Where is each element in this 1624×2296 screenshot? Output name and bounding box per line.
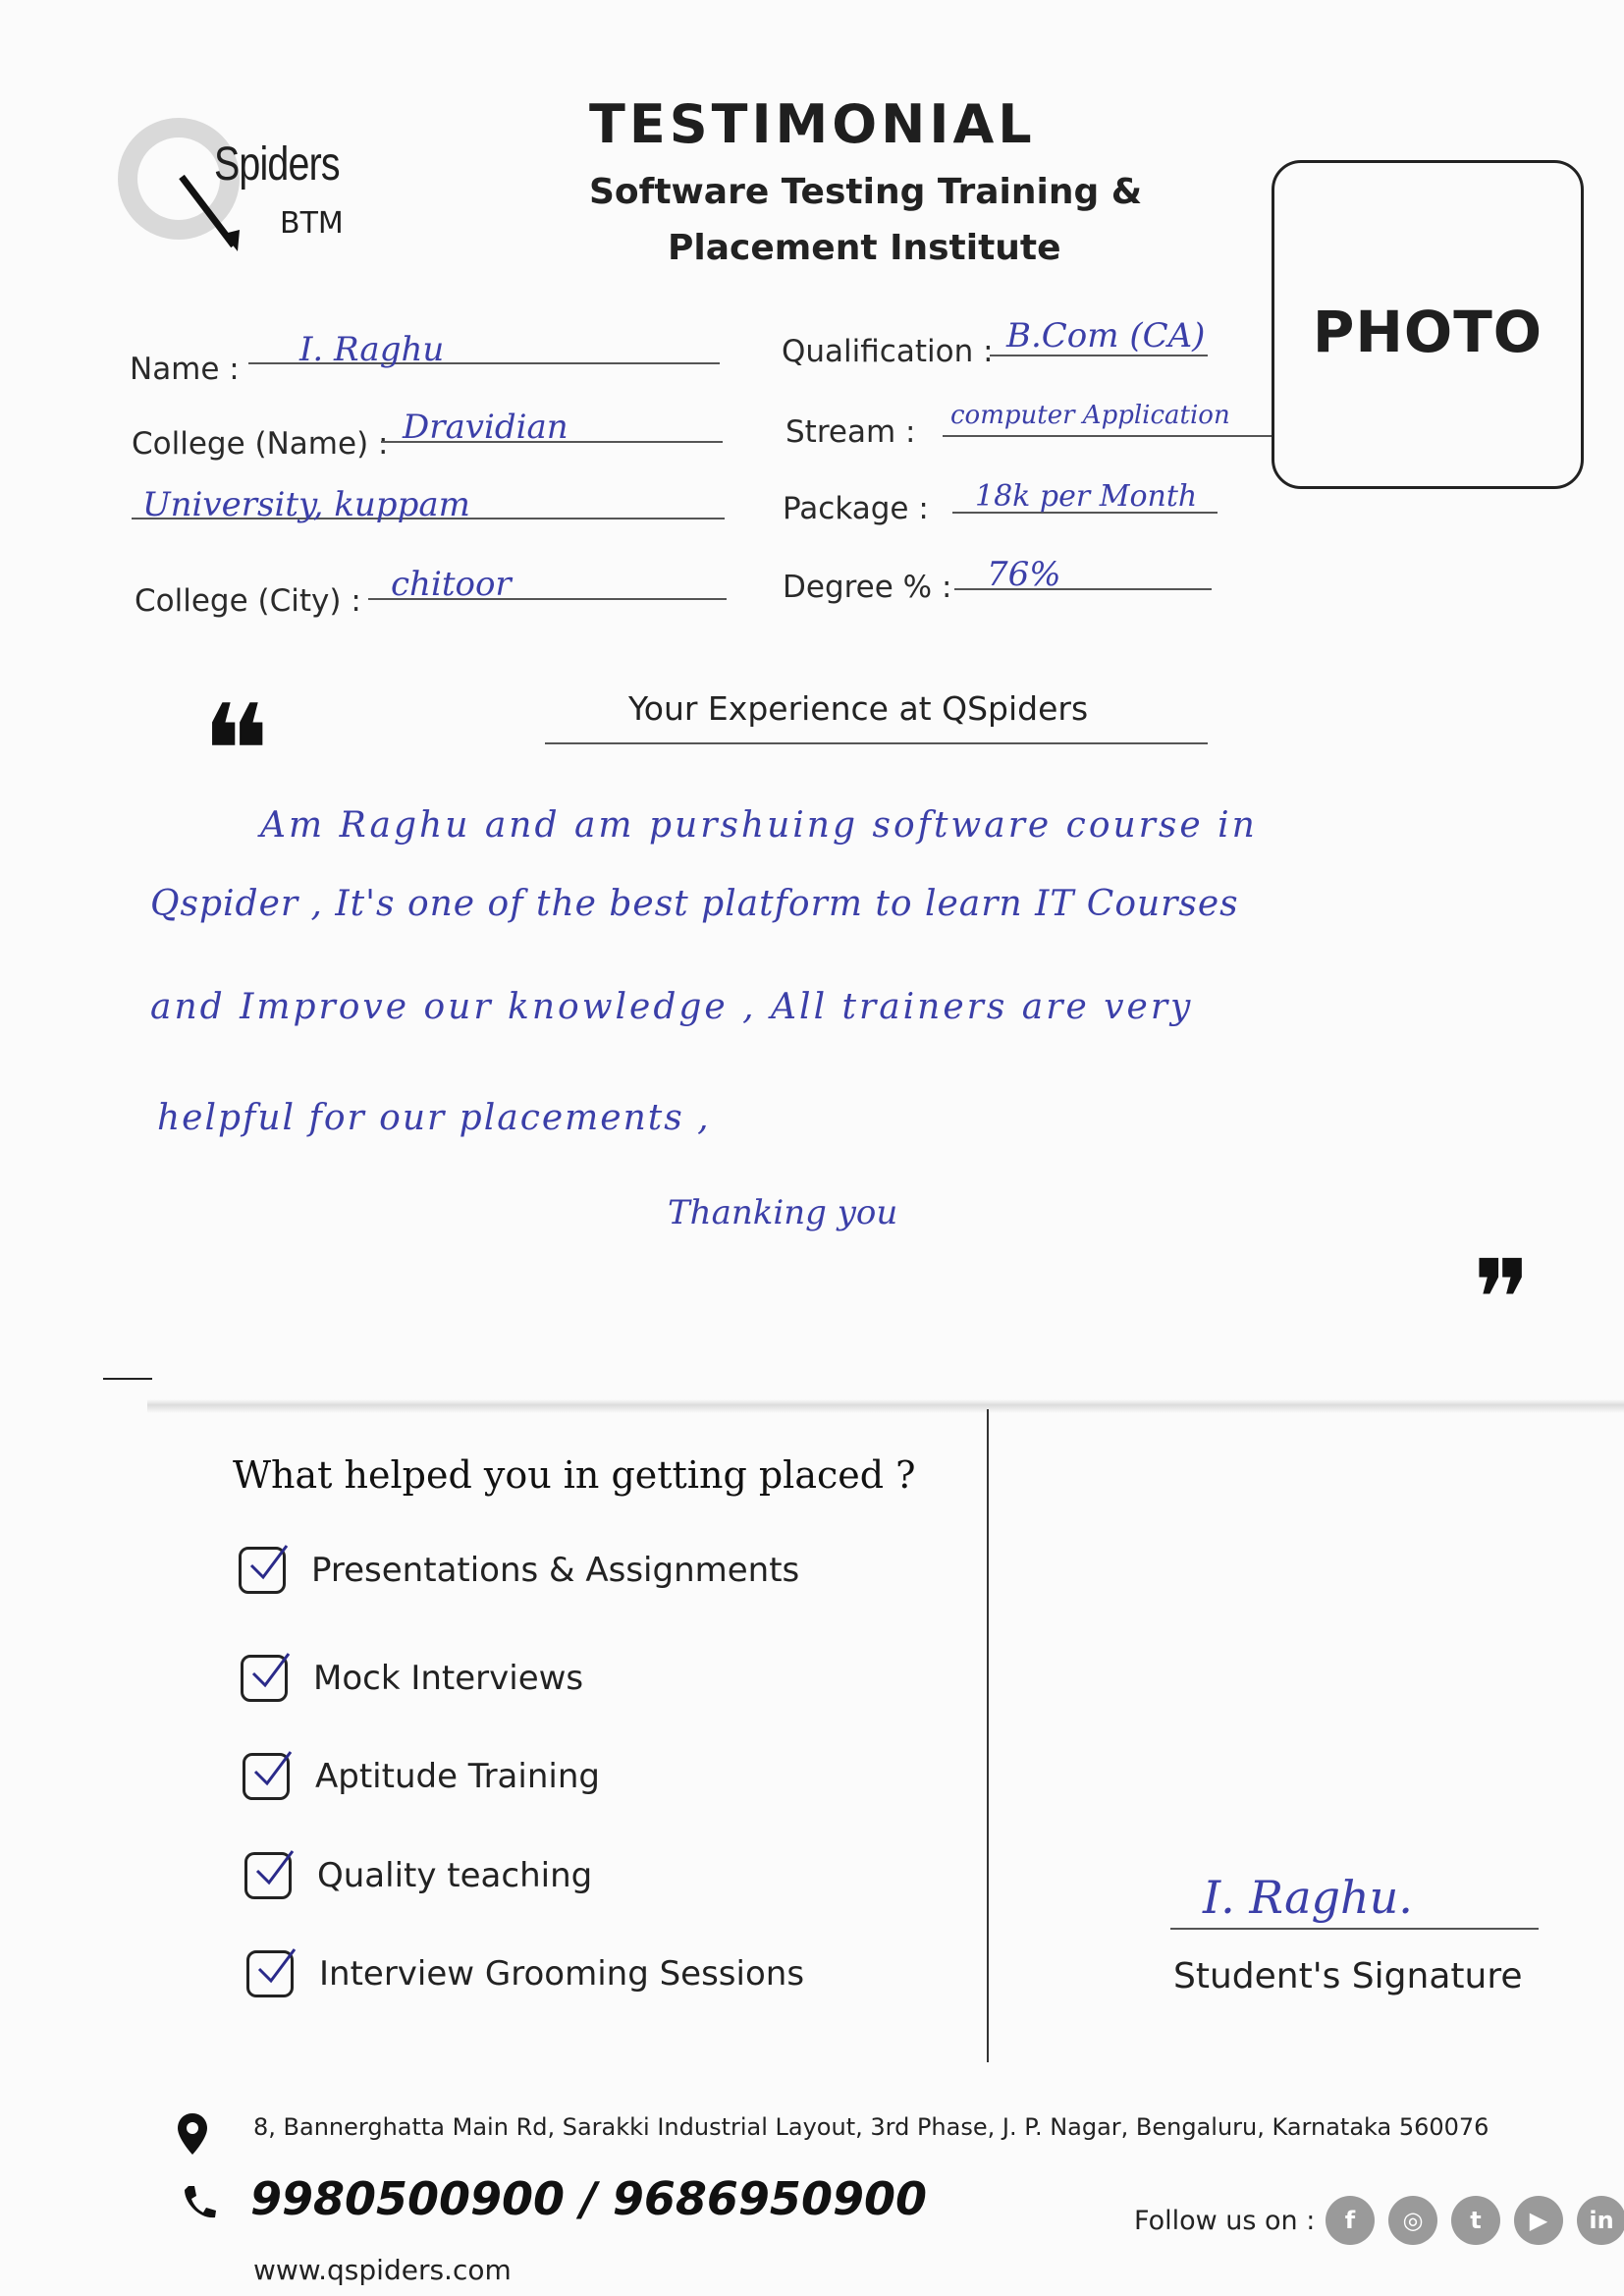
option-row-1 bbox=[239, 1547, 799, 1594]
location-pin-icon bbox=[175, 2111, 210, 2157]
brand-name: Spiders bbox=[214, 138, 340, 191]
name-value: I. Raghu bbox=[299, 330, 445, 369]
experience-line-5: Thanking you bbox=[668, 1193, 898, 1232]
checkbox-1[interactable] bbox=[239, 1547, 286, 1594]
brand-logo bbox=[108, 108, 363, 255]
college-name-label: College (Name) : bbox=[132, 426, 389, 462]
youtube-icon[interactable]: ▶ bbox=[1514, 2196, 1563, 2245]
experience-line-3: and Improve our knowledge , All trainers are very bbox=[150, 987, 1194, 1027]
signature-value: I. Raghu. bbox=[1203, 1871, 1413, 1924]
checkbox-4[interactable] bbox=[244, 1852, 292, 1899]
checkbox-2[interactable] bbox=[241, 1655, 288, 1702]
left-tick bbox=[103, 1378, 152, 1380]
placement-heading: What helped you in getting placed ? bbox=[233, 1453, 916, 1497]
qualification-label: Qualification : bbox=[782, 334, 994, 369]
check-icon bbox=[249, 1746, 297, 1793]
option-row-5 bbox=[246, 1950, 804, 1997]
option-label-2: Mock Interviews bbox=[313, 1659, 584, 1698]
experience-heading-line bbox=[545, 741, 1208, 744]
fold-divider bbox=[147, 1399, 1624, 1413]
package-value: 18k per Month bbox=[975, 479, 1198, 514]
degree-value: 76% bbox=[987, 555, 1061, 594]
package-label: Package : bbox=[783, 491, 929, 526]
option-label-4: Quality teaching bbox=[317, 1856, 593, 1895]
college-city-value: chitoor bbox=[391, 565, 512, 604]
college-name-value-2: University, kuppam bbox=[142, 485, 470, 524]
option-row-3 bbox=[243, 1753, 600, 1800]
option-row-4 bbox=[244, 1852, 592, 1899]
stream-label: Stream : bbox=[785, 414, 916, 450]
phone-icon bbox=[179, 2182, 218, 2225]
instagram-icon[interactable]: ◎ bbox=[1388, 2196, 1437, 2245]
close-quote-icon: ❞ bbox=[1473, 1236, 1532, 1362]
experience-line-1: Am Raghu and am purshuing software course in bbox=[260, 805, 1258, 846]
brand-branch: BTM bbox=[280, 206, 344, 241]
facebook-icon[interactable]: f bbox=[1326, 2196, 1375, 2245]
stream-value: computer Application bbox=[950, 401, 1230, 430]
subtitle-line-1: Software Testing Training & bbox=[589, 172, 1143, 212]
checkbox-3[interactable] bbox=[243, 1753, 290, 1800]
qualification-value: B.Com (CA) bbox=[1006, 316, 1206, 355]
check-icon bbox=[245, 1540, 293, 1587]
option-label-1: Presentations & Assignments bbox=[311, 1551, 800, 1590]
social-icons bbox=[1312, 2196, 1624, 2245]
college-city-label: College (City) : bbox=[135, 583, 361, 619]
option-label-5: Interview Grooming Sessions bbox=[319, 1954, 805, 1994]
checkbox-5[interactable] bbox=[246, 1950, 294, 1997]
open-quote-icon: ❝ bbox=[201, 677, 270, 826]
check-icon bbox=[247, 1648, 295, 1695]
option-label-3: Aptitude Training bbox=[315, 1757, 600, 1796]
vertical-divider bbox=[987, 1409, 989, 2062]
name-label: Name : bbox=[130, 352, 240, 387]
subtitle-line-2: Placement Institute bbox=[668, 228, 1061, 268]
follow-label: Follow us on : bbox=[1134, 2206, 1316, 2236]
experience-heading: Your Experience at QSpiders bbox=[628, 689, 1089, 728]
signature-line bbox=[1170, 1927, 1539, 1930]
page-title: TESTIMONIAL bbox=[589, 93, 1036, 155]
address-text: 8, Bannerghatta Main Rd, Sarakki Industrial Layout, 3rd Phase, J. P. Nagar, Bengaluru, Karnataka 560076 bbox=[253, 2113, 1489, 2141]
signature-label: Student's Signature bbox=[1173, 1956, 1523, 1996]
check-icon bbox=[253, 1943, 300, 1991]
twitter-icon[interactable]: t bbox=[1451, 2196, 1500, 2245]
college-name-value: Dravidian bbox=[403, 408, 568, 447]
degree-label: Degree % : bbox=[783, 570, 952, 605]
website-link[interactable]: www.qspiders.com bbox=[253, 2254, 512, 2286]
experience-line-2: Qspider , It's one of the best platform to learn IT Courses bbox=[150, 884, 1239, 924]
photo-label: PHOTO bbox=[1312, 299, 1543, 365]
stream-line bbox=[943, 434, 1272, 437]
check-icon bbox=[251, 1845, 298, 1892]
experience-line-4: helpful for our placements , bbox=[157, 1098, 711, 1138]
photo-box bbox=[1272, 160, 1584, 489]
phone-number[interactable]: 9980500900 / 9686950900 bbox=[250, 2172, 927, 2225]
option-row-2 bbox=[241, 1655, 583, 1702]
linkedin-icon[interactable]: in bbox=[1577, 2196, 1624, 2245]
